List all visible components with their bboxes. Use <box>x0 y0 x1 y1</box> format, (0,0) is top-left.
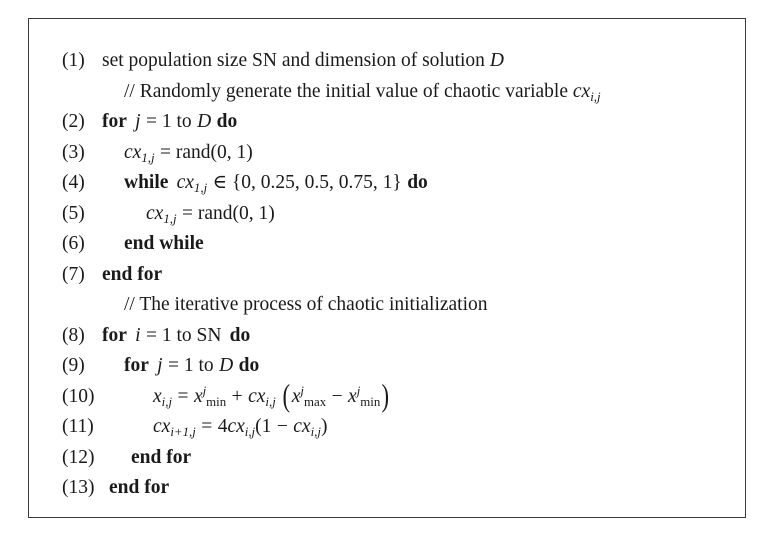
math-var-i: i <box>135 324 141 346</box>
keyword-for: for <box>102 324 127 346</box>
line-number: (7) <box>62 263 85 285</box>
set-membership-expression: ∈ {0, 0.25, 0.5, 0.75, 1} <box>212 172 402 193</box>
line-number: (13) <box>62 477 95 498</box>
keyword-for: for <box>124 355 149 376</box>
pseudocode-line-5 <box>62 199 739 230</box>
line-number: (5) <box>62 202 85 224</box>
line-content <box>102 107 237 138</box>
algorithm-box <box>28 18 746 518</box>
coefficient: 4 <box>217 416 228 437</box>
right-paren: ) <box>381 377 390 413</box>
pseudocode-comment-2 <box>62 290 739 321</box>
line-content <box>102 229 204 260</box>
keyword-do: do <box>216 111 238 132</box>
line-content <box>109 473 169 504</box>
text-run: = rand(0, 1) <box>159 141 253 163</box>
math-var-cx: cx <box>153 416 171 437</box>
left-paren: ( <box>282 377 291 413</box>
keyword-end-for: end for <box>102 263 163 285</box>
pseudocode-line-7 <box>62 260 739 291</box>
text-run: set population size SN and dimension of solution <box>102 50 490 71</box>
math-var-j: j <box>157 355 163 376</box>
pseudocode-line-3 <box>62 138 739 169</box>
line-content <box>102 77 601 108</box>
keyword-end-for: end for <box>131 446 192 468</box>
math-subscript: min <box>360 394 381 409</box>
math-var-x: x <box>348 385 357 407</box>
expression-open: (1 <box>255 416 272 437</box>
line-content <box>102 138 253 169</box>
pseudocode-line-12 <box>62 443 739 474</box>
text-run: = 1 to <box>167 355 214 376</box>
math-var-x: x <box>153 385 162 407</box>
math-subscript: 1,j <box>141 150 155 165</box>
math-superscript: j <box>300 383 304 398</box>
math-subscript: max <box>304 394 327 409</box>
math-var-x: x <box>291 385 301 407</box>
line-number: (4) <box>62 172 85 193</box>
expression-close: ) <box>320 416 328 437</box>
line-number: (12) <box>62 446 95 468</box>
math-superscript: j <box>202 383 207 398</box>
math-var-cx: cx <box>227 416 245 437</box>
line-number: (11) <box>62 416 94 437</box>
math-var-cx: cx <box>293 416 311 437</box>
math-var-cx: cx <box>124 141 142 163</box>
pseudocode-line-2 <box>62 107 739 138</box>
comment-text: // The iterative process of chaotic initialization <box>124 294 488 315</box>
equals-sign: = <box>201 416 213 437</box>
keyword-do: do <box>238 355 260 376</box>
equals-sign: = <box>177 385 189 407</box>
line-content <box>102 290 488 321</box>
pseudocode-line-8 <box>62 321 739 352</box>
math-var-x: x <box>193 385 203 407</box>
line-content <box>109 412 327 443</box>
line-number: (1) <box>62 50 85 71</box>
keyword-end-while: end while <box>124 233 204 254</box>
line-number: (2) <box>62 111 85 132</box>
math-subscript: 1,j <box>193 181 208 196</box>
pseudocode-line-9 <box>62 351 739 382</box>
comment-text: // Randomly generate the initial value of chaotic variable <box>124 80 573 102</box>
line-content <box>102 168 428 199</box>
keyword-while: while <box>124 172 169 193</box>
pseudocode-line-11 <box>62 412 739 443</box>
pseudocode-line-6 <box>62 229 739 260</box>
pseudocode-listing <box>62 46 739 504</box>
math-var-D: D <box>219 355 234 376</box>
line-content <box>109 377 391 413</box>
line-content <box>109 443 191 474</box>
line-number: (3) <box>62 141 85 163</box>
math-subscript: i,j <box>161 394 173 409</box>
plus-sign: + <box>231 385 243 407</box>
math-subscript: 1,j <box>163 211 177 226</box>
minus-sign: − <box>331 385 343 407</box>
line-number: (9) <box>62 355 85 376</box>
keyword-end-for: end for <box>109 477 170 498</box>
math-var-cx: cx <box>176 172 194 193</box>
math-var-cx: cx <box>248 385 266 407</box>
pseudocode-comment-1 <box>62 77 739 108</box>
text-run: = rand(0, 1) <box>181 202 275 224</box>
line-number: (8) <box>62 324 85 346</box>
keyword-do: do <box>229 324 251 346</box>
math-subscript: i,j <box>244 425 256 440</box>
line-content <box>102 260 162 291</box>
math-subscript: i,j <box>590 89 601 104</box>
math-var-cx: cx <box>572 80 591 102</box>
pseudocode-line-13 <box>62 473 739 504</box>
text-run: = 1 to <box>145 111 192 132</box>
math-subscript: i,j <box>265 394 276 409</box>
keyword-do: do <box>407 172 428 193</box>
text-run: = 1 to SN <box>145 324 222 346</box>
math-var-D: D <box>197 111 212 132</box>
keyword-for: for <box>102 111 127 132</box>
pseudocode-line-1 <box>62 46 739 77</box>
pseudocode-line-4 <box>62 168 739 199</box>
math-var-cx: cx <box>146 202 164 224</box>
math-superscript: j <box>356 383 361 398</box>
math-subscript: min <box>206 394 227 409</box>
line-content <box>102 351 259 382</box>
line-number: (6) <box>62 233 85 254</box>
math-subscript: i+1,j <box>170 425 196 440</box>
line-content <box>102 199 275 230</box>
minus-sign: − <box>276 416 288 437</box>
line-content <box>102 321 250 352</box>
pseudocode-line-10 <box>62 377 739 413</box>
math-var-D: D <box>489 50 504 71</box>
line-number: (10) <box>62 385 95 407</box>
math-var-j: j <box>135 111 141 132</box>
math-subscript: i,j <box>310 425 321 440</box>
line-content <box>102 46 504 77</box>
